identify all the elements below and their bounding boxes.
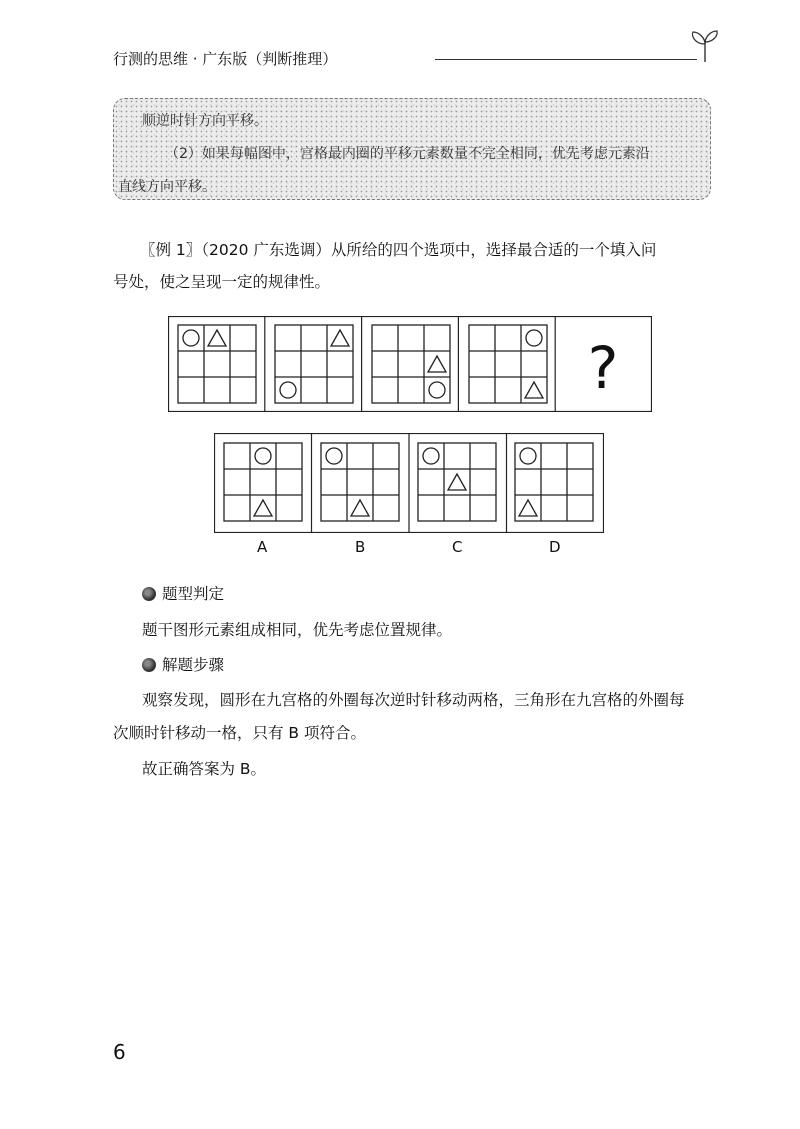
question-panel-4	[469, 325, 547, 403]
option-d-label: D	[549, 538, 561, 556]
bullet-icon	[142, 658, 156, 672]
triangle-shape	[448, 474, 466, 490]
type-title: 题型判定	[162, 585, 225, 603]
steps-line-1: 观察发现，圆形在九宫格的外圈每次逆时针移动两格，三角形在九宫格的外圈每	[142, 691, 685, 709]
question-panel-1	[178, 325, 256, 403]
triangle-shape	[208, 330, 226, 346]
option-a-panel	[224, 443, 302, 521]
triangle-shape	[331, 330, 349, 346]
circle-shape	[423, 448, 439, 464]
option-b-label: B	[355, 538, 366, 556]
option-c-panel	[418, 443, 496, 521]
question-panel-2	[275, 325, 353, 403]
option-b-panel	[321, 443, 399, 521]
type-body: 题干图形元素组成相同，优先考虑位置规律。	[142, 621, 453, 639]
circle-shape	[520, 448, 536, 464]
triangle-shape	[525, 382, 543, 398]
option-a-label: A	[257, 538, 268, 556]
triangle-shape	[254, 500, 272, 516]
sprout-icon	[685, 28, 725, 64]
tip-line-2: （2）如果每幅图中，宫格最内圈的平移元素数量不完全相同，优先考虑元素沿	[165, 146, 650, 162]
example-line-1: 〖例 1〗（2020 广东选调）从所给的四个选项中，选择最合适的一个填入问	[140, 241, 657, 259]
option-d-panel	[515, 443, 593, 521]
question-figure	[168, 316, 652, 412]
steps-title: 解题步骤	[162, 656, 225, 674]
option-c-label: C	[452, 538, 463, 556]
tip-line-1: 顺逆时针方向平移。	[142, 113, 268, 129]
question-mark: ?	[587, 334, 619, 402]
tip-line-3: 直线方向平移。	[118, 179, 216, 195]
options-figure	[214, 433, 604, 533]
triangle-shape	[351, 500, 369, 516]
type-heading	[142, 582, 224, 604]
running-header	[113, 42, 713, 72]
answer-line: 故正确答案为 B。	[142, 760, 267, 778]
circle-shape	[326, 448, 342, 464]
circle-shape	[526, 330, 542, 346]
page-number: 6	[113, 1040, 126, 1064]
triangle-shape	[519, 500, 537, 516]
example-line-2: 号处，使之呈现一定的规律性。	[113, 273, 331, 291]
question-panel-3	[372, 325, 450, 403]
circle-shape	[280, 382, 296, 398]
circle-shape	[429, 382, 445, 398]
header-rule	[435, 59, 697, 60]
triangle-shape	[428, 356, 446, 372]
header-title: 行测的思维 · 广东版（判断推理）	[113, 50, 338, 68]
circle-shape	[255, 448, 271, 464]
circle-shape	[183, 330, 199, 346]
bullet-icon	[142, 587, 156, 601]
steps-line-2: 次顺时针移动一格，只有 B 项符合。	[113, 724, 366, 742]
steps-heading	[142, 653, 224, 675]
